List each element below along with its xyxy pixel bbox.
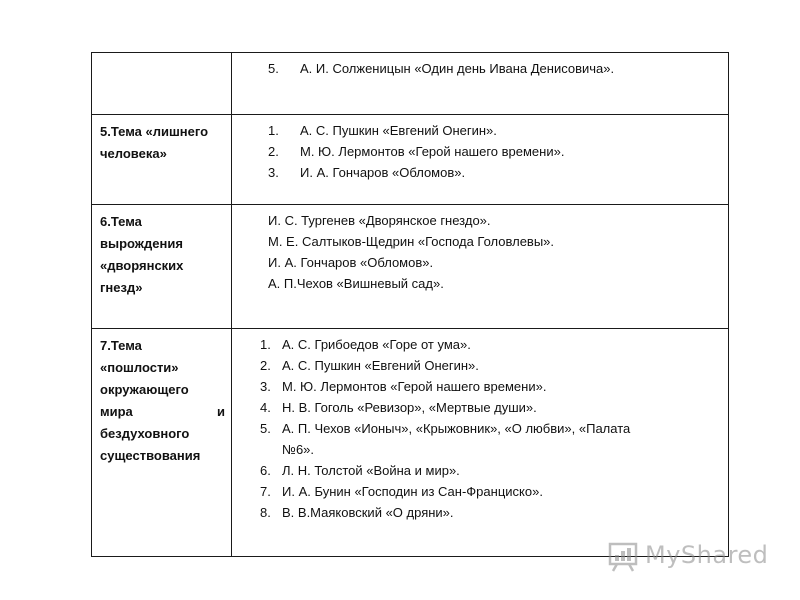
- topic-line: гнезд»: [100, 280, 143, 295]
- watermark-text: MyShared: [645, 541, 769, 569]
- list-item: 2. А. С. Пушкин «Евгений Онегин».: [260, 358, 479, 373]
- table-row: [92, 329, 729, 557]
- list-item: А. П.Чехов «Вишневый сад».: [268, 276, 444, 291]
- literature-themes-table: [91, 52, 729, 557]
- topic-cell: [92, 115, 232, 205]
- list-item: И. С. Тургенев «Дворянское гнездо».: [268, 213, 491, 228]
- list-item: 5. А. П. Чехов «Ионыч», «Крыжовник», «О любви», «Палата №6».: [260, 421, 631, 457]
- watermark: [607, 538, 768, 572]
- topic-line: человека»: [100, 146, 167, 161]
- list-item: 4. Н. В. Гоголь «Ревизор», «Мертвые души».: [260, 400, 537, 415]
- table-row: [92, 115, 729, 205]
- list-item: 8. В. В.Маяковский «О дряни».: [260, 505, 454, 520]
- table-row: [92, 205, 729, 329]
- list-item: 6. Л. Н. Толстой «Война и мир».: [260, 463, 460, 478]
- list-item: 3. И. А. Гончаров «Обломов».: [268, 165, 466, 180]
- works-list: [232, 120, 718, 183]
- list-item: 1. А. С. Грибоедов «Горе от ума».: [260, 337, 471, 352]
- list-item: И. А. Гончаров «Обломов».: [268, 255, 434, 270]
- topic-cell: [92, 329, 232, 557]
- list-item: 3. М. Ю. Лермонтов «Герой нашего времени».: [260, 379, 547, 394]
- list-item: М. Е. Салтыков-Щедрин «Господа Головлевы».: [268, 234, 555, 249]
- topic-line: существования: [100, 448, 201, 463]
- topic-cell: [92, 53, 232, 115]
- topic-line: бездуховного: [100, 426, 190, 441]
- topic-line: 5.Тема «лишнего: [100, 124, 209, 139]
- topic-line: 7.Тема: [100, 338, 142, 353]
- topic-line: 6.Тема: [100, 214, 142, 229]
- works-cell: [232, 205, 729, 329]
- list-item: 7. И. А. Бунин «Господин из Сан-Франциско».: [260, 484, 543, 499]
- topic-line: «пошлости»: [100, 360, 179, 375]
- list-item: 2. М. Ю. Лермонтов «Герой нашего времени».: [268, 144, 565, 159]
- topic-line: «дворянских: [100, 258, 184, 273]
- table-row: [92, 53, 729, 115]
- topic-line: окружающего: [100, 382, 189, 397]
- works-cell: [232, 115, 729, 205]
- list-item: 5. А. И. Солженицын «Один день Ивана Денисовича».: [268, 61, 615, 76]
- topic-cell: [92, 205, 232, 329]
- works-list: [232, 58, 718, 79]
- works-cell: [232, 53, 729, 115]
- list-item: 1. А. С. Пушкин «Евгений Онегин».: [268, 123, 497, 138]
- chart-board-icon: [607, 538, 641, 572]
- works-cell: [232, 329, 729, 557]
- works-list: [232, 334, 718, 523]
- works-list: [232, 210, 718, 294]
- topic-line: мира и: [100, 404, 225, 419]
- topic-line: вырождения: [100, 236, 183, 251]
